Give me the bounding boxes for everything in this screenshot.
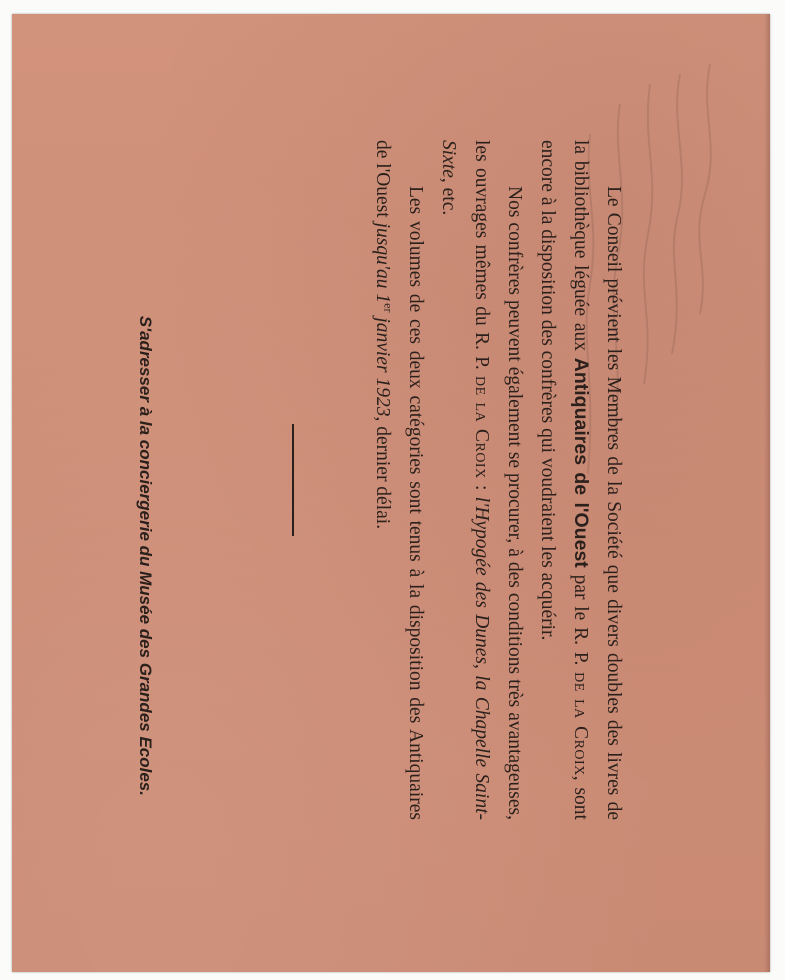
paragraph-3 bbox=[366, 140, 432, 820]
paragraph-1-smallcaps: de la Croix bbox=[570, 672, 591, 776]
paragraph-2-italic-a: l'Hypogée des Dunes bbox=[471, 496, 492, 665]
paper-edge-shadow bbox=[764, 14, 770, 972]
paragraph-2-text-d: , etc. bbox=[438, 177, 459, 216]
paragraph-3-text-a: Les volumes de ces deux catégories sont tenus à la disposition des Antiquaires de l'Ouest bbox=[372, 140, 426, 820]
paragraph-2 bbox=[432, 140, 531, 820]
paragraph-2-smallcaps: de la Croix bbox=[471, 376, 492, 479]
paragraph-1-text-b: par le R. P. bbox=[570, 567, 591, 673]
separator-rule bbox=[293, 424, 295, 536]
paragraph-3-italic-b: janvier 1923 bbox=[372, 312, 393, 417]
paragraph-2-text-a: Nos confrères peuvent également se procurer, à des conditions très avantageuses, les ouvrages mêmes du R. P. bbox=[471, 140, 525, 820]
paragraph-1-text-a: Le Conseil prévient les Membres de la Société que divers doubles des livres de la bibliothèque léguée aux bbox=[570, 140, 624, 820]
paragraph-2-text-c: , bbox=[471, 664, 492, 676]
paragraph-1 bbox=[531, 140, 630, 820]
footer-address: S'adresser à la conciergerie du Musée des Grandes Ecoles. bbox=[136, 315, 156, 796]
paragraph-1-bold: Antiquaires de l'Ouest bbox=[570, 357, 592, 568]
paragraph-2-text-b: : bbox=[471, 478, 492, 497]
paragraph-2-italic-b: la Chapelle Saint-Sixte bbox=[438, 140, 492, 820]
paragraph-3-text-b: , dernier délai. bbox=[372, 416, 393, 530]
rotated-text-block bbox=[130, 140, 630, 820]
paragraph-3-superscript: er bbox=[381, 303, 396, 313]
paragraph-3-italic-a: jusqu'au 1 bbox=[372, 222, 393, 304]
paragraph-1-text-c: , sont encore à la disposition des confrères qui voudraient les acquérir. bbox=[537, 140, 591, 820]
